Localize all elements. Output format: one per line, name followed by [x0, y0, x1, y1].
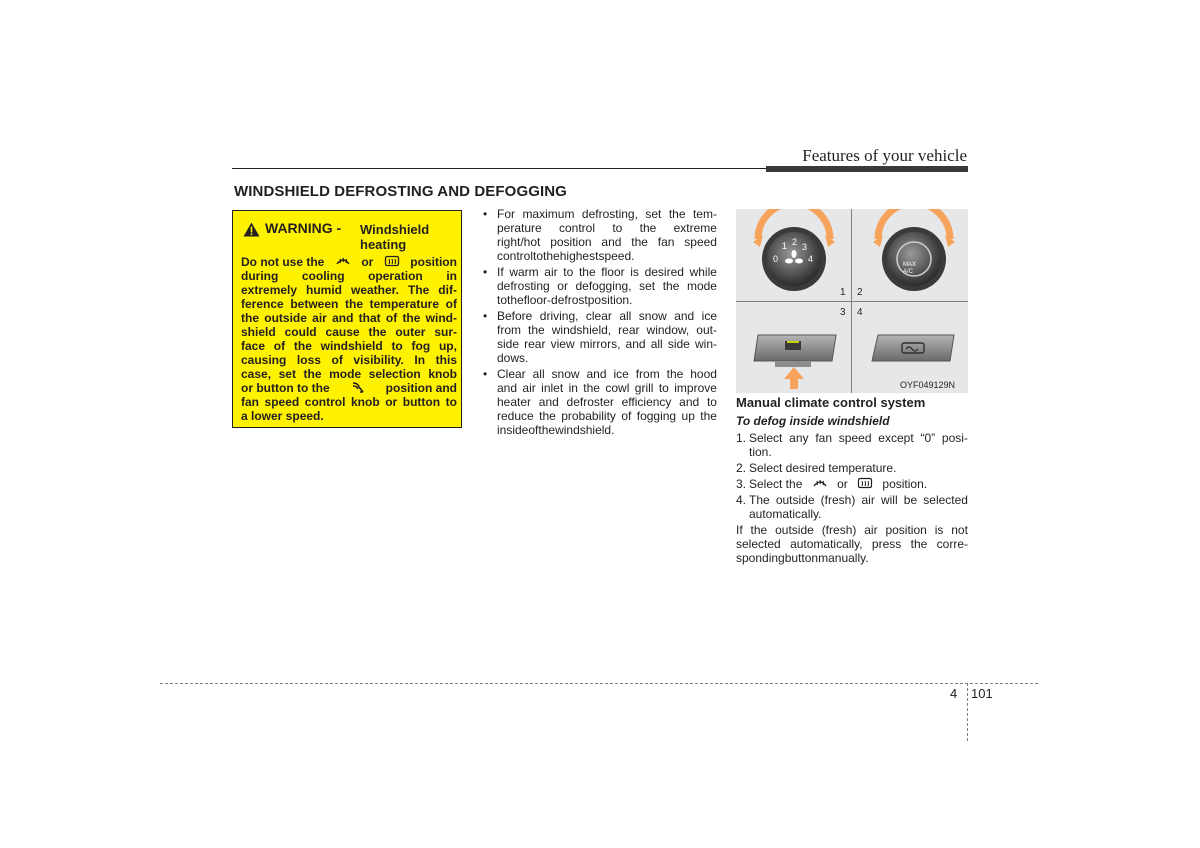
- bullet-word: and: [625, 337, 646, 351]
- figure-caption: OYF049129N: [900, 380, 956, 390]
- warning-word: humid: [306, 283, 343, 297]
- bullet-word: win-: [694, 337, 717, 351]
- header-rule: [232, 168, 766, 169]
- bullet-word: air: [544, 265, 558, 279]
- step-text-line: Select desired temperature.: [749, 461, 897, 475]
- step-2: [736, 461, 968, 475]
- max-ac-label-line1: MAX: [903, 262, 917, 268]
- warning-line: [241, 255, 457, 269]
- step-text-line: [749, 477, 968, 491]
- warning-line: [241, 325, 457, 339]
- bullet-word: maximum: [522, 207, 575, 221]
- front-defrost-icon: [812, 477, 828, 489]
- bullet-word: air: [522, 381, 536, 395]
- warning-word: selection: [368, 367, 421, 381]
- step-word: The: [749, 493, 770, 507]
- step-word: posi-: [941, 431, 968, 445]
- note-word: (fresh): [821, 523, 857, 537]
- step-word: any: [789, 431, 809, 445]
- bullet-word: and: [674, 309, 695, 323]
- bullet-word: the: [631, 235, 648, 249]
- bullet-word: view: [550, 337, 575, 351]
- warning-word: causing: [241, 353, 287, 367]
- step-text-line: [749, 493, 968, 507]
- warning-word: during: [241, 269, 279, 283]
- bullet-word: to: [612, 221, 623, 235]
- warning-word: of: [445, 297, 457, 311]
- warning-word: knob: [428, 367, 457, 381]
- bullet-word: in: [568, 381, 578, 395]
- quadrant-label-3: 3: [840, 307, 846, 318]
- bullet-word: ice: [701, 309, 717, 323]
- bullet-word: out-: [696, 323, 717, 337]
- bullet-word: Clear: [497, 367, 526, 381]
- bullet-word: the: [583, 381, 600, 395]
- bullet-word: set: [645, 207, 662, 221]
- bullet-word: ice: [613, 367, 629, 381]
- rear-defrost-icon: [857, 477, 873, 489]
- warning-word: of: [385, 311, 398, 325]
- warning-word: case,: [241, 367, 272, 381]
- bullet-word: grill: [634, 381, 654, 395]
- bullet-word: floor: [601, 265, 625, 279]
- figure-divider-horizontal: [736, 301, 968, 302]
- bullet-list: [483, 207, 717, 439]
- bullet-line: [497, 279, 717, 293]
- note-word: If: [736, 523, 743, 537]
- note-word: button: [784, 551, 819, 565]
- warning-label: WARNING -: [265, 220, 342, 236]
- warning-title-line2: heating: [360, 237, 407, 252]
- bullet-word: and: [538, 395, 559, 409]
- warning-word: Do not use the: [241, 255, 325, 269]
- bullet-word: efficiency: [621, 395, 672, 409]
- bullet-word: of: [621, 409, 632, 423]
- bullet-word: desired: [644, 265, 684, 279]
- warning-word: or: [361, 255, 374, 269]
- bullet-word: or: [557, 279, 568, 293]
- bullet-item: [483, 207, 717, 263]
- bullet-word: heater: [497, 395, 532, 409]
- bullet-line: [497, 423, 717, 437]
- warning-line: [241, 381, 457, 395]
- step3-text-after: position.: [882, 477, 928, 491]
- warning-word: control: [304, 395, 346, 409]
- bullet-word: defrosting: [497, 279, 550, 293]
- warning-word: air: [312, 311, 327, 325]
- bullet-word: mode: [686, 279, 717, 293]
- warning-line: [241, 409, 457, 423]
- warning-word: of: [273, 339, 286, 353]
- warning-word: temperature: [369, 297, 439, 311]
- bullet-line: [497, 395, 717, 409]
- bullet-word: to: [497, 293, 508, 307]
- step-word: fan: [815, 431, 832, 445]
- warning-line: [241, 283, 457, 297]
- quadrant-label-2: 2: [857, 287, 863, 298]
- bullet-word: fan: [657, 235, 675, 249]
- warning-word: the: [303, 367, 322, 381]
- warning-word: of: [331, 353, 343, 367]
- bullet-word: the: [666, 367, 684, 381]
- bullet-word: the: [528, 323, 545, 337]
- step-number: 2.: [736, 461, 747, 475]
- bullet-word: floor-defrost: [523, 293, 588, 307]
- step-4: [736, 493, 968, 521]
- rear-defrost-icon: [384, 255, 400, 267]
- bullet-dot: •: [483, 367, 488, 381]
- bullet-line: [497, 249, 717, 263]
- step-word: (fresh): [820, 493, 856, 507]
- knob-number-1: 1: [782, 241, 788, 251]
- step3-text-mid: or: [837, 477, 848, 491]
- warning-line: [241, 269, 457, 283]
- warning-line: [241, 297, 457, 311]
- warning-body: [241, 255, 457, 423]
- warning-word: position and: [385, 381, 457, 395]
- warning-word: speed: [264, 395, 300, 409]
- bullet-word: driving,: [539, 309, 579, 323]
- warning-word: the: [402, 311, 421, 325]
- warning-word: sur-: [434, 325, 457, 339]
- step-word: be: [903, 493, 918, 507]
- warning-word: could: [284, 325, 317, 339]
- note-word: selected: [736, 537, 781, 551]
- step-word: selected: [923, 493, 968, 507]
- bullet-word: the: [578, 265, 596, 279]
- warning-word: weather.: [350, 283, 400, 297]
- warning-word: this: [435, 353, 457, 367]
- bullet-item: [483, 309, 717, 365]
- warning-word: windshield: [320, 339, 383, 353]
- knob-number-2: 2: [792, 237, 798, 247]
- front-defrost-button: [754, 335, 836, 389]
- bullet-line: [497, 309, 717, 323]
- warning-line: [241, 395, 457, 409]
- warning-line: [241, 353, 457, 367]
- bullet-word: the: [538, 423, 556, 437]
- bullet-word: and: [497, 381, 518, 395]
- warning-title-line1: Windshield: [360, 222, 430, 237]
- bullet-word: control: [559, 221, 596, 235]
- step-number: 4.: [736, 493, 747, 507]
- bullet-word: highest: [559, 249, 599, 263]
- warning-word: face: [241, 339, 266, 353]
- footer-dashed-rule: [160, 683, 1038, 684]
- quadrant-label-4: 4: [857, 307, 863, 318]
- bullet-word: hood: [690, 367, 717, 381]
- warning-line: [241, 311, 457, 325]
- bullet-word: reduce: [497, 409, 534, 423]
- step-word: will: [880, 493, 898, 507]
- page-number: 101: [971, 686, 993, 701]
- bullet-word: defroster: [566, 395, 614, 409]
- warning-word: a lower speed.: [241, 409, 324, 423]
- bullet-word: of: [528, 423, 539, 437]
- warning-word: visibility.: [353, 353, 404, 367]
- step-3: [736, 477, 968, 491]
- quadrant-label-1: 1: [840, 287, 846, 298]
- bullet-word: the: [700, 409, 717, 423]
- max-ac-label-line2: A/C: [903, 269, 914, 275]
- note-word: outside: [775, 523, 814, 537]
- bullet-word: snow: [551, 367, 580, 381]
- knob-number-3: 3: [802, 242, 808, 252]
- warning-word: button: [402, 395, 441, 409]
- warning-word: In: [414, 353, 426, 367]
- note-word: automatically,: [790, 537, 863, 551]
- bullet-line: [497, 265, 717, 279]
- bullet-word: right/hot: [497, 235, 541, 249]
- warning-word: the: [368, 325, 387, 339]
- bullet-word: up: [681, 409, 695, 423]
- warning-word: and: [332, 311, 354, 325]
- warning-word: that: [358, 311, 381, 325]
- front-defrost-icon: [335, 255, 351, 267]
- bullet-item: [483, 265, 717, 307]
- bullet-line: [497, 367, 717, 381]
- bullet-word: rear: [524, 337, 546, 351]
- warning-word: to: [445, 395, 457, 409]
- bullet-word: the: [539, 409, 556, 423]
- note-word: position: [885, 523, 927, 537]
- bullet-word: improve: [674, 381, 717, 395]
- bullet-word: position: [550, 235, 592, 249]
- bullet-dot: •: [483, 207, 488, 221]
- bullet-word: clear: [585, 309, 612, 323]
- bullet-line: [497, 381, 717, 395]
- bullet-word: defogging,: [575, 279, 632, 293]
- note-line: [736, 537, 968, 551]
- running-header: Features of your vehicle: [802, 146, 967, 165]
- footer-dashed-divider: [967, 683, 968, 741]
- step-word: speed: [838, 431, 872, 445]
- note-word: manually.: [818, 551, 869, 565]
- bullet-word: while: [689, 265, 717, 279]
- bullet-word: Before: [497, 309, 533, 323]
- warning-word: to: [391, 339, 403, 353]
- chapter-number: 4: [950, 686, 958, 701]
- bullet-word: to: [563, 265, 574, 279]
- note-word: sponding: [736, 551, 785, 565]
- bullet-word: probability: [561, 409, 616, 423]
- bullet-word: snow: [638, 309, 667, 323]
- warning-word: outer: [395, 325, 426, 339]
- section-heading: WINDSHIELD DEFROSTING AND DEFOGGING: [234, 183, 567, 200]
- warning-word: or button to the: [241, 381, 330, 395]
- bullet-word: is: [630, 265, 639, 279]
- bullet-dot: •: [483, 309, 488, 323]
- warning-word: wind-: [425, 311, 457, 325]
- defog-subheading: To defog inside windshield: [736, 414, 890, 428]
- warning-word: mode: [329, 367, 362, 381]
- step-text-line: [749, 431, 968, 445]
- warning-word: dif-: [438, 283, 457, 297]
- warning-line: [241, 339, 457, 353]
- bullet-item: [483, 367, 717, 437]
- bullet-word: to: [706, 395, 717, 409]
- bullet-line: [497, 207, 717, 221]
- bullet-word: cowl: [605, 381, 630, 395]
- bullet-line: [497, 409, 717, 423]
- warning-word: cause: [325, 325, 360, 339]
- bullet-word: windshield.: [555, 423, 615, 437]
- warning-word: the: [345, 297, 363, 311]
- bullet-word: to: [658, 381, 669, 395]
- note-word: press: [871, 537, 902, 551]
- bullet-word: the: [662, 279, 680, 293]
- warning-word: fog: [411, 339, 431, 353]
- step-word: Select: [749, 431, 783, 445]
- bullet-line: [497, 323, 717, 337]
- warning-word: in: [446, 269, 457, 283]
- rear-defrost-button: [872, 335, 954, 361]
- bullet-line: [497, 293, 717, 307]
- bullet-word: side: [497, 337, 520, 351]
- step-number: 3.: [736, 477, 747, 491]
- step-1: [736, 431, 968, 459]
- bullet-word: fogging: [636, 409, 677, 423]
- bullet-word: from: [635, 367, 660, 381]
- bullet-word: warm: [509, 265, 539, 279]
- bullet-word: mirrors,: [579, 337, 621, 351]
- warning-word: The: [407, 283, 430, 297]
- warning-word: cooling: [301, 269, 345, 283]
- warning-word: operation: [368, 269, 423, 283]
- warning-word: set: [278, 367, 296, 381]
- bullet-word: speed.: [598, 249, 635, 263]
- bullet-word: the: [507, 293, 524, 307]
- manual-note: [736, 523, 968, 565]
- bullet-word: control: [497, 249, 534, 263]
- step-word: outside: [775, 493, 815, 507]
- warning-word: extremely: [241, 283, 298, 297]
- bullet-line: [497, 351, 717, 365]
- bullet-word: speed: [684, 235, 717, 249]
- step3-text-before: Select the: [749, 477, 803, 491]
- warning-word: knob: [351, 395, 380, 409]
- bullet-dot: •: [483, 265, 488, 279]
- bullet-word: and: [601, 235, 622, 249]
- bullet-word: windshield,: [551, 323, 612, 337]
- warning-word: ference: [241, 297, 284, 311]
- warning-box: [232, 210, 462, 428]
- manual-climate-heading: Manual climate control system: [736, 395, 926, 410]
- warning-line: [241, 367, 457, 381]
- knob-number-4: 4: [808, 254, 814, 264]
- note-word: is: [934, 523, 944, 537]
- bullet-word: side: [667, 337, 690, 351]
- step-word: except: [878, 431, 914, 445]
- note-word: corre-: [936, 537, 968, 551]
- warning-word: the: [241, 311, 259, 325]
- bullet-word: tem-: [692, 207, 717, 221]
- manual-climate-section: [736, 396, 968, 565]
- floor-defrost-icon: [350, 381, 366, 393]
- bullet-word: defrosting,: [581, 207, 638, 221]
- note-word: the: [910, 537, 928, 551]
- warning-word: or: [385, 395, 398, 409]
- warning-word: loss: [296, 353, 321, 367]
- bullet-word: set: [639, 279, 656, 293]
- bullet-word: the: [543, 249, 560, 263]
- note-word: not: [951, 523, 968, 537]
- warning-word: outside: [264, 311, 307, 325]
- warning-word: shield: [241, 325, 276, 339]
- warning-word: position: [410, 255, 457, 269]
- bullet-word: to: [533, 249, 544, 263]
- bullet-word: perature: [497, 221, 542, 235]
- step-text-line: automatically.: [749, 507, 822, 521]
- bullet-line: [497, 235, 717, 249]
- note-line: [736, 551, 968, 565]
- bullet-word: If: [497, 265, 504, 279]
- step-word: air: [861, 493, 875, 507]
- bullet-word: the: [639, 221, 657, 235]
- step-word: “0”: [920, 431, 936, 445]
- bullet-word: inlet: [541, 381, 564, 395]
- step-number: 1.: [736, 431, 747, 445]
- bullet-word: all: [619, 309, 632, 323]
- bullet-word: the: [668, 207, 686, 221]
- bullet-word: and: [586, 367, 607, 381]
- bullet-line: [497, 337, 717, 351]
- note-word: the: [750, 523, 768, 537]
- bullet-line: [497, 221, 717, 235]
- bullet-word: inside: [497, 423, 529, 437]
- bullet-word: rear: [618, 323, 640, 337]
- warning-word: between: [290, 297, 339, 311]
- bullet-word: all: [650, 337, 663, 351]
- warning-word: up,: [438, 339, 457, 353]
- bullet-word: For: [497, 207, 515, 221]
- bullet-word: and: [679, 395, 700, 409]
- bullet-word: dows.: [497, 351, 529, 365]
- bullet-word: from: [497, 323, 521, 337]
- warning-word: the: [293, 339, 312, 353]
- knob-number-0: 0: [773, 254, 779, 264]
- header-bar: [766, 166, 968, 172]
- bullet-word: window,: [646, 323, 690, 337]
- warning-triangle-icon: [243, 222, 260, 237]
- note-word: air: [864, 523, 878, 537]
- warning-word: fan: [241, 395, 259, 409]
- step-text-line: tion.: [749, 445, 772, 459]
- bullet-word: extreme: [673, 221, 717, 235]
- bullet-word: all: [532, 367, 545, 381]
- note-line: [736, 523, 968, 537]
- bullet-word: position.: [587, 293, 633, 307]
